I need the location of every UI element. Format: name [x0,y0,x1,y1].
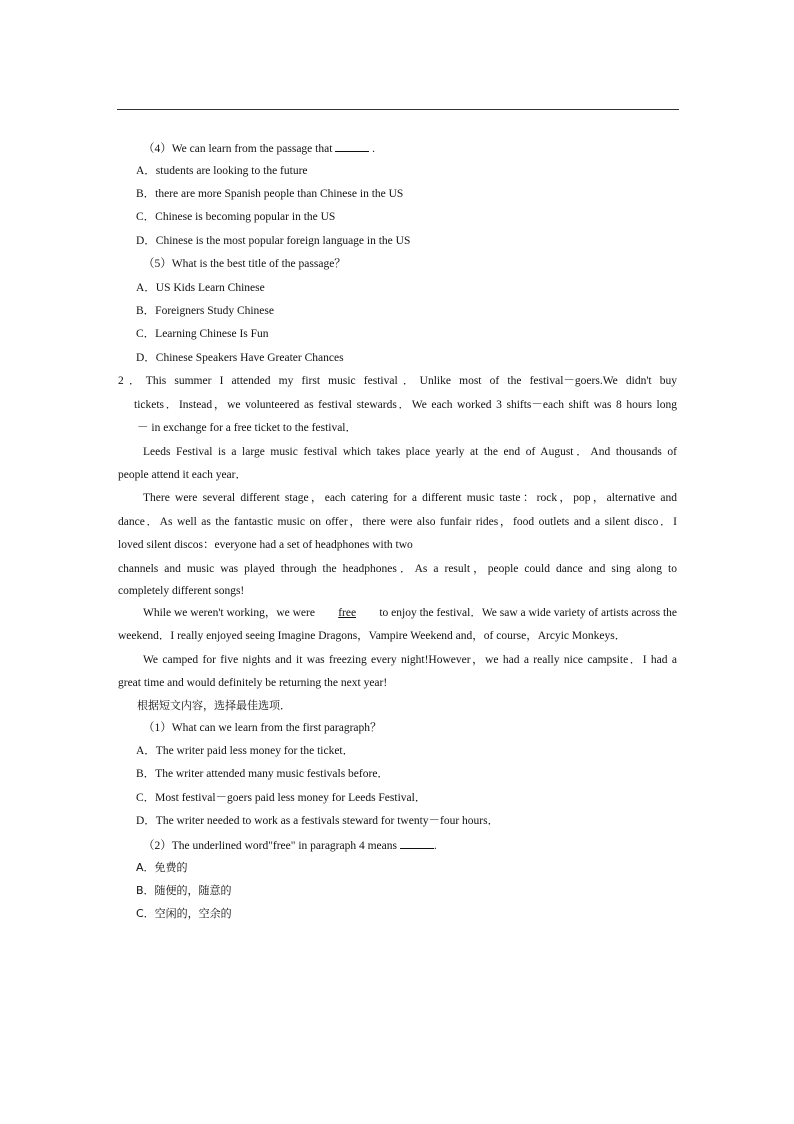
q4-stem-text: （4）We can learn from the passage that [143,143,333,155]
passage-p4-line2: weekend．I really enjoyed seeing Imagine Dragons，Vampire Weekend and，of course，Arcyic Monkeys． [118,630,627,642]
header-rule [117,109,679,110]
q5-option-c: C．Learning Chinese Is Fun [136,328,269,340]
q4-stem-end: . [372,143,376,155]
passage-p5-line2: great time and would definitely be returning the next year! [118,677,388,689]
q2-option-a-text: A．免费的 [136,861,188,874]
passage-p2-line2: people attend it each year． [118,469,247,481]
passage-p3-line1: There were several different stage，each catering for a different music taste：rock，pop，alternative and [143,492,677,504]
passage-p1-line3: － in exchange for a free ticket to the festival． [137,422,358,434]
q2-option-b-text: B．随便的，随意的 [136,884,232,897]
q5-option-b: B．Foreigners Study Chinese [136,305,274,317]
q5-stem: （5）What is the best title of the passage？ [143,258,346,270]
q2-option-c [136,907,232,921]
q5-option-d: D．Chinese Speakers Have Greater Chances [136,352,344,364]
passage-p3-line2: dance．As well as the fantastic music on offer，there were also funfair rides，food outlets and a silent disco．I [118,516,677,528]
q4-option-d: D．Chinese is the most popular foreign language in the US [136,235,411,247]
q4-stem [143,141,375,156]
answer-blank [335,141,369,152]
passage-p5-line1: We camped for five nights and it was freezing every night!However，we had a really nice campsite．I had a [143,654,677,666]
passage-p4-part-b: to enjoy the festival．We saw a wide variety of artists across the [379,607,677,619]
q1-option-a: A．The writer paid less money for the ticket． [136,745,355,757]
passage-p1-line1: 2．This summer I attended my first music festival．Unlike most of the festival－goers.We didn't buy [118,375,677,387]
answer-blank [400,838,434,849]
q2-option-a [136,861,188,875]
underlined-word-free: free [338,607,357,619]
q4-option-a: A．students are looking to the future [136,165,308,177]
q2-stem-text: （2）The underlined word"free" in paragraph 4 means [143,840,397,852]
q4-option-b: B．there are more Spanish people than Chinese in the US [136,188,404,200]
q1-stem: （1）What can we learn from the first paragraph？ [143,722,382,734]
q4-option-c: C．Chinese is becoming popular in the US [136,211,336,223]
passage-p3-line5: completely different songs! [118,585,245,597]
q2-option-c-text: C．空闲的，空余的 [136,907,232,920]
instruction-text: 根据短文内容，选择最佳选项． [137,699,291,712]
q5-option-a: A．US Kids Learn Chinese [136,282,265,294]
passage-p3-line4: channels and music was played through the headphones．As a result，people could dance and sing along to [118,563,677,575]
q2-option-b [136,884,232,898]
q1-option-b: B．The writer attended many music festivals before． [136,768,389,780]
q2-stem [143,838,437,853]
passage-p4-part-a: While we weren't working，we were [143,607,315,619]
passage-p4-line1 [143,606,677,620]
q2-stem-end: . [433,840,437,852]
q1-option-c: C．Most festival－goers paid less money for Leeds Festival． [136,792,427,804]
passage-p3-line3: loved silent discos：everyone had a set of headphones with two [118,539,413,551]
passage-p1-line2: tickets．Instead，we volunteered as festival stewards．We each worked 3 shifts－each shift was 8 hours long [134,399,677,411]
passage-p2-line1: Leeds Festival is a large music festival which takes place yearly at the end of August．And thousands of [143,446,677,458]
q1-option-d: D．The writer needed to work as a festivals steward for twenty－four hours． [136,815,500,827]
